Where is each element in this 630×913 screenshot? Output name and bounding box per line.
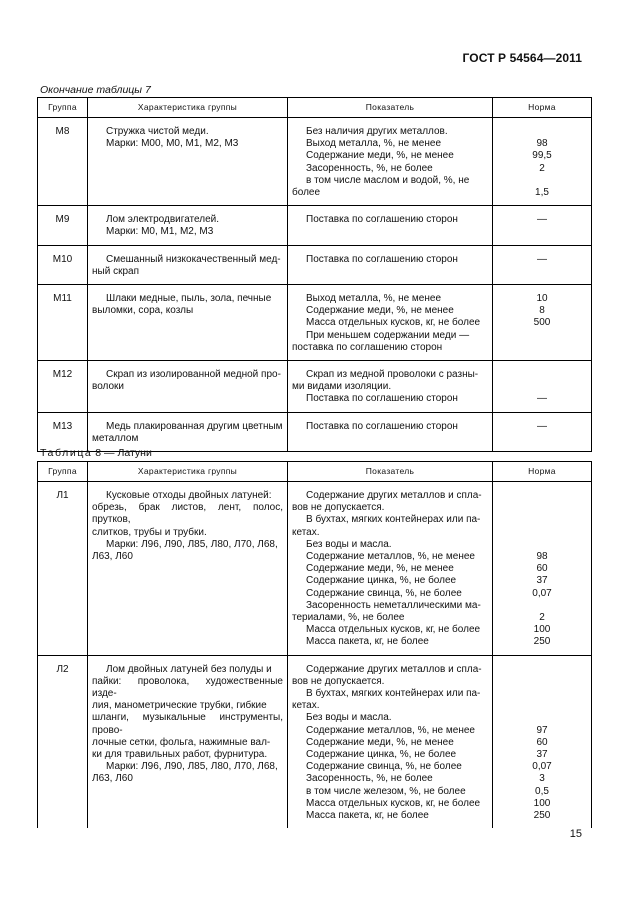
characteristic-line: Лом двойных латуней без полуды и [106,663,272,675]
norm-value: 8 [539,305,545,317]
norm-value: 60 [536,563,548,575]
table-8 [37,461,592,828]
indicator-line: Содержание свинца, %, не более [306,761,462,773]
characteristic-line: Стружка чистой меди. [106,126,209,137]
norm-value: 10 [536,293,548,305]
col-header-norm: Норма [493,462,592,482]
indicator-line: Содержание металлов, %, не менее [306,724,475,736]
norm-value: 100 [533,624,551,636]
indicator-line: кетах. [292,700,320,712]
cell-indicator [288,285,493,361]
indicator-line: Засоренность неметаллическими ма- [306,599,481,611]
norm-value: — [537,420,547,432]
cell-group: М10 [38,245,88,284]
indicator-line: Содержание других металлов и спла- [306,663,482,675]
norm-value: 250 [533,636,551,648]
cell-characteristic [88,361,288,413]
indicator-line: более [292,187,321,199]
indicator-line: Поставка по соглашению сторон [306,214,458,226]
indicator-line: в том числе маслом и водой, %, не [306,174,470,186]
indicator-line: В бухтах, мягких контейнерах или па- [306,688,481,700]
norm-blank [497,688,587,700]
norm-value: 2 [539,611,545,623]
indicator-line: Содержание меди, %, не менее [306,150,454,162]
indicator-line: Без воды и масла. [306,712,392,724]
table-row [38,206,592,245]
norm-value: 60 [536,736,548,748]
indicator-line: Без воды и масла. [306,538,392,550]
indicator-line: Засоренность, %, не более [306,162,433,174]
characteristic-line: выломки, сора, козлы [92,305,194,317]
col-header-norm: Норма [493,98,592,118]
indicator-line: Масса пакета, кг, не более [306,636,429,648]
standard-header: ГОСТ Р 54564—2011 [462,51,582,65]
cell-indicator [288,245,493,284]
table-row [38,361,592,413]
cell-norm [493,118,592,206]
norm-blank [497,527,587,539]
characteristic-line: Марки: Л96, Л90, Л85, Л80, Л70, Л68, [106,538,278,550]
characteristic-line: Смешанный низкокачественный мед- [106,253,281,265]
col-header-group: Группа [38,98,88,118]
characteristic-line: Л63, Л60 [92,551,133,563]
indicator-line: В бухтах, мягких контейнерах или па- [306,514,481,526]
norm-blank [497,502,587,514]
characteristic-line: волоки [92,381,125,393]
table-row [38,118,592,206]
characteristic-line: Марки: М00, М0, М1, М2, М3 [106,138,239,150]
indicator-line: Масса пакета, кг, не более [306,810,429,822]
table-row [38,482,592,656]
norm-blank [497,664,587,676]
norm-value: 500 [533,317,551,329]
norm-value: 250 [533,810,551,821]
norm-blank [497,342,587,354]
cell-characteristic [88,118,288,206]
norm-blank [497,126,587,138]
col-header-indicator: Показатель [288,98,493,118]
characteristic-line: ки для травильных работ, фурнитура. [92,749,268,761]
characteristic-line: лочные сетки, фольга, нажимные вал- [92,736,271,748]
cell-characteristic [88,206,288,245]
cell-group: М12 [38,361,88,413]
characteristic-line: Скрап из изолированной медной про- [106,369,281,381]
cell-norm [493,285,592,361]
norm-value: 3 [539,773,545,785]
indicator-line: в том числе железом, %, не более [306,785,466,797]
cell-indicator [288,482,493,656]
page-number: 15 [569,828,582,840]
norm-blank [497,712,587,724]
norm-value: 99,5 [532,150,552,162]
indicator-line: Содержание меди, %, не менее [306,736,454,748]
indicator-line: Содержание свинца, %, не более [306,587,462,599]
cell-characteristic [88,245,288,284]
indicator-line: вов не допускается. [292,675,385,687]
table-row [38,655,592,828]
cell-characteristic [88,412,288,451]
norm-value: 0,07 [532,761,552,773]
col-header-characteristic: Характеристика группы [88,462,288,482]
cell-group: Л2 [38,655,88,828]
indicator-line: Масса отдельных кусков, кг, не более [306,624,481,636]
norm-blank [497,514,587,526]
cell-norm [493,206,592,245]
cell-norm [493,361,592,413]
table8-caption-rest: 8 — Латуни [92,447,152,459]
characteristic-line: пайки: проволока, художественные изде- [92,675,283,700]
characteristic-line: шланги, музыкальные инструменты, прово- [92,712,283,736]
norm-blank [497,369,587,381]
characteristic-line: Марки: Л96, Л90, Л85, Л80, Л70, Л68, [106,761,278,773]
cell-group: М13 [38,412,88,451]
table-7 [37,97,592,452]
cell-group: М11 [38,285,88,361]
characteristic-line: Л63, Л60 [92,773,133,785]
indicator-line: Скрап из медной проволоки с разны- [306,369,479,381]
norm-value: 98 [536,138,548,150]
cell-indicator [288,118,493,206]
table-row [38,285,592,361]
indicator-line: Засоренность, %, не более [306,773,433,785]
norm-value: 37 [536,575,548,587]
indicator-line: ми видами изоляции. [292,381,392,393]
table7-caption: Окончание таблицы 7 [40,84,151,96]
indicator-line: Содержание меди, %, не менее [306,563,454,575]
indicator-line: Выход металла, %, не менее [306,138,442,150]
characteristic-line: обрезь, брак листов, лент, полос, прутков, [92,502,283,526]
cell-indicator [288,655,493,828]
indicator-line: Без наличия других металлов. [306,126,448,137]
norm-blank [497,539,587,551]
cell-indicator [288,206,493,245]
norm-value: — [537,214,547,226]
indicator-line: Поставка по соглашению сторон [306,253,458,265]
table8-caption [40,447,152,459]
norm-value: 0,5 [535,785,549,797]
cell-characteristic [88,285,288,361]
table8-caption-lead: Таблица [40,447,93,459]
col-header-characteristic: Характеристика группы [88,98,288,118]
cell-norm [493,482,592,656]
cell-norm [493,245,592,284]
indicator-line: Содержание цинка, %, не более [306,749,457,761]
cell-group: Л1 [38,482,88,656]
indicator-line: вов не допускается. [292,502,385,514]
characteristic-line: Кусковые отходы двойных латуней: [106,490,272,501]
indicator-line: поставка по соглашению сторон [292,341,443,353]
cell-indicator [288,412,493,451]
indicator-line: Масса отдельных кусков, кг, не более [306,317,481,329]
indicator-line: Содержание цинка, %, не более [306,575,457,587]
cell-norm [493,412,592,451]
cell-group: М8 [38,118,88,206]
indicator-line: Поставка по соглашению сторон [306,393,458,405]
norm-blank [497,600,587,612]
indicator-line: Содержание других металлов и спла- [306,490,482,501]
characteristic-line: Лом электродвигателей. [106,214,219,226]
col-header-indicator: Показатель [288,462,493,482]
norm-blank [497,490,587,502]
characteristic-line: Марки: М0, М1, М2, М3 [106,226,214,238]
cell-characteristic [88,655,288,828]
indicator-line: Масса отдельных кусков, кг, не более [306,797,481,809]
table-row [38,245,592,284]
characteristic-line: металлом [92,432,139,444]
characteristic-line: слитков, трубы и трубки. [92,526,207,538]
characteristic-line: лия, манометрические трубки, гибкие [92,700,267,712]
characteristic-line: ный скрап [92,265,139,277]
characteristic-line: Медь плакированная другим цветным [106,420,283,432]
indicator-line: Содержание меди, %, не менее [306,305,454,317]
indicator-line: Поставка по соглашению сторон [306,420,458,432]
norm-value: 97 [536,724,548,736]
indicator-line: териалами, %, не более [292,612,405,624]
norm-value: 100 [533,797,551,809]
norm-blank [497,381,587,393]
cell-group: М9 [38,206,88,245]
norm-blank [497,676,587,688]
cell-indicator [288,361,493,413]
norm-value: 98 [536,550,548,562]
norm-value: — [537,253,547,265]
norm-value: — [537,393,547,405]
cell-norm [493,655,592,828]
norm-value: 1,5 [535,186,549,198]
norm-value: 2 [539,162,545,174]
norm-blank [497,175,587,187]
norm-value: 0,07 [532,587,552,599]
col-header-group: Группа [38,462,88,482]
indicator-line: кетах. [292,526,320,538]
table-row [38,412,592,451]
indicator-line: Содержание металлов, %, не менее [306,551,475,563]
indicator-line: Выход металла, %, не менее [306,293,442,305]
cell-characteristic [88,482,288,656]
characteristic-line: Шлаки медные, пыль, зола, печные [106,293,272,305]
norm-blank [497,700,587,712]
norm-value: 37 [536,748,548,760]
norm-blank [497,330,587,342]
indicator-line: При меньшем содержании меди — [306,329,470,341]
